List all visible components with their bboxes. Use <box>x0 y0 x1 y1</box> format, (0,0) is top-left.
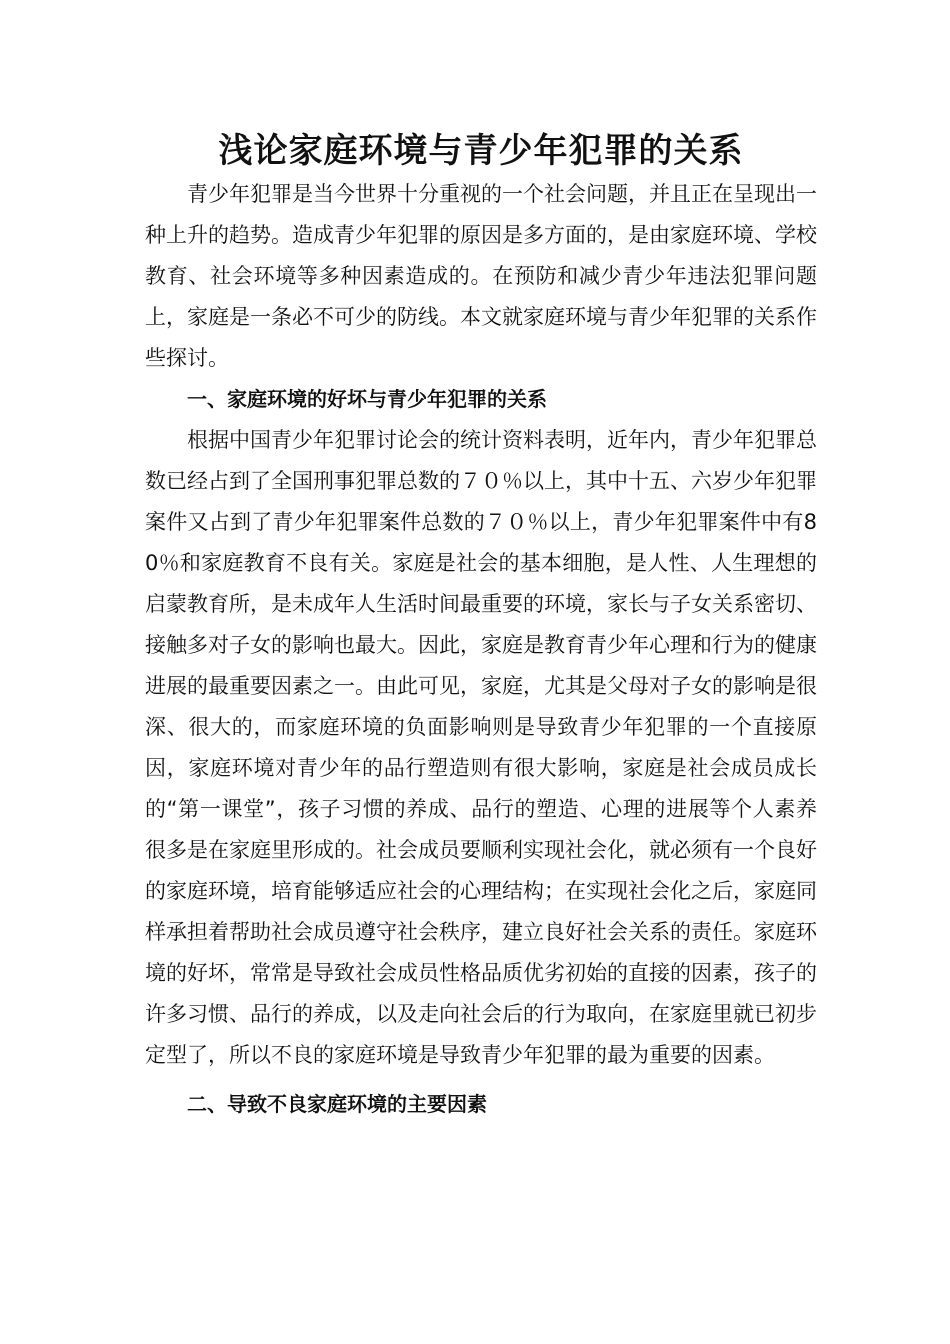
document-title: 浅论家庭环境与青少年犯罪的关系 <box>218 131 744 171</box>
section-1-paragraph: 根据中国青少年犯罪讨论会的统计资料表明，近年内，青少年犯罪总数已经占到了全国刑事犯罪总数的７０％以上，其中十五、六岁少年犯罪案件又占到了青少年犯罪案件总数的７０％以上，青少年犯罪案件中有80％和家庭教育不良有关。家庭是社会的基本细胞，是人性、人生理想的启蒙教育所，是未成年人生活时间最重要的环境，家长与子女关系密切、接触多对子女的影响也最大。因此，家庭是教育青少年心理和行为的健康进展的最重要因素之一。由此可见，家庭，尤其是父母对子女的影响是很深、很大的，而家庭环境的负面影响则是导致青少年犯罪的一个直接原因，家庭环境对青少年的品行塑造则有很大影响，家庭是社会成员成长的“第一课堂”，孩子习惯的养成、品行的塑造、心理的进展等个人素养很多是在家庭里形成的。社会成员要顺利实现社会化，就必须有一个良好的家庭环境，培育能够适应社会的心理结构；在实现社会化之后，家庭同样承担着帮助社会成员遵守社会秩序，建立良好社会关系的责任。家庭环境的好坏，常常是导致社会成员性格品质优劣初始的直接的因素，孩子的许多习惯、品行的养成，以及走向社会后的行为取向，在家庭里就已初步定型了，所以不良的家庭环境是导致青少年犯罪的最为重要的因素。 <box>145 428 817 1067</box>
section-heading-2: 二、导致不良家庭环境的主要因素 <box>187 1092 487 1116</box>
document-page <box>145 128 817 1125</box>
intro-paragraph: 青少年犯罪是当今世界十分重视的一个社会问题，并且正在呈现出一种上升的趋势。造成青少年犯罪的原因是多方面的，是由家庭环境、学校教育、社会环境等多种因素造成的。在预防和减少青少年违法犯罪问题上，家庭是一条必不可少的防线。本文就家庭环境与青少年犯罪的关系作些探讨。 <box>145 182 817 370</box>
section-heading-1: 一、家庭环境的好坏与青少年犯罪的关系 <box>187 387 547 411</box>
